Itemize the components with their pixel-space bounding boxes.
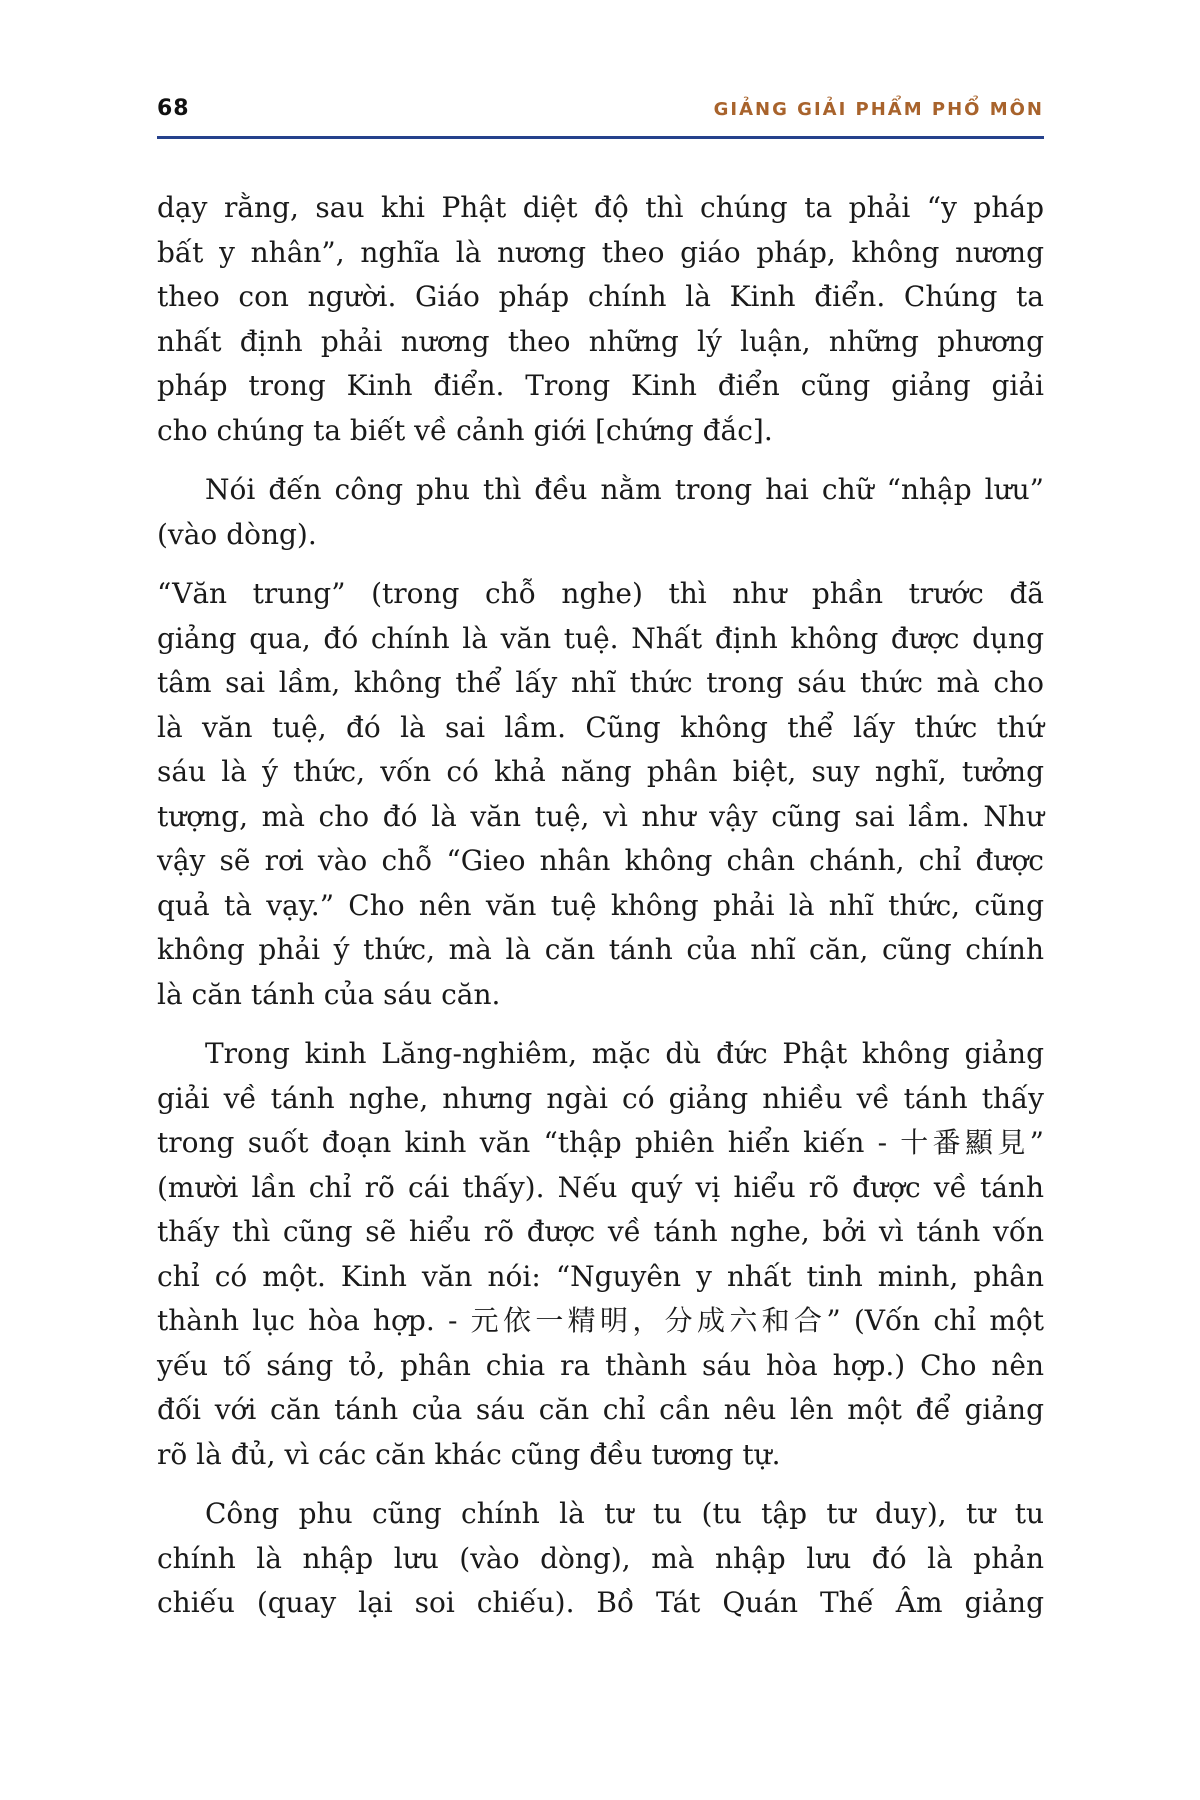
text-line: thành lục hòa hợp. - 元依一精明，分成六和合” (Vốn chỉ một — [157, 1304, 1044, 1337]
text-line: quả tà vạy.” Cho nên văn tuệ không phải là nhĩ thức, cũng — [157, 888, 1044, 922]
text-line: đối với căn tánh của sáu căn chỉ cần nêu lên một để giảng — [157, 1393, 1044, 1426]
text-line: tâm sai lầm, không thể lấy nhĩ thức trong sáu thức mà cho — [157, 666, 1044, 699]
text-line: trong suốt đoạn kinh văn “thập phiên hiển kiến - 十番顯見” — [157, 1126, 1044, 1159]
text-line: (vào dòng). — [157, 517, 317, 551]
text-line: vậy sẽ rơi vào chỗ “Gieo nhân không chân chánh, chỉ được — [157, 844, 1044, 877]
paragraph-2 — [157, 468, 1044, 557]
text-line: là văn tuệ, đó là sai lầm. Cũng không thể lấy thức thứ — [157, 710, 1044, 744]
text-line: bất y nhân”, nghĩa là nương theo giáo pháp, không nương — [157, 235, 1044, 269]
running-title: GIẢNG GIẢI PHẨM PHỔ MÔN — [713, 99, 1044, 120]
text-line: nhất định phải nương theo những lý luận, những phương — [157, 324, 1044, 358]
text-line: Trong kinh Lăng-nghiêm, mặc dù đức Phật không giảng — [205, 1037, 1044, 1070]
paragraph-3 — [157, 572, 1044, 1017]
text-line: thấy thì cũng sẽ hiểu rõ được về tánh nghe, bởi vì tánh vốn — [157, 1215, 1044, 1248]
text-line: yếu tố sáng tỏ, phân chia ra thành sáu hòa hợp.) Cho nên — [157, 1348, 1044, 1382]
text-line: sáu là ý thức, vốn có khả năng phân biệt, suy nghĩ, tưởng — [157, 755, 1044, 788]
text-line: pháp trong Kinh điển. Trong Kinh điển cũng giảng giải — [157, 369, 1044, 402]
text-line: chính là nhập lưu (vào dòng), mà nhập lưu đó là phản — [157, 1541, 1044, 1575]
page-header — [157, 96, 1044, 139]
text-line: chỉ có một. Kinh văn nói: “Nguyên y nhất tinh minh, phân — [157, 1259, 1044, 1293]
paragraph-5 — [157, 1492, 1044, 1626]
text-line: “Văn trung” (trong chỗ nghe) thì như phần trước đã — [157, 577, 1044, 610]
text-line: giải về tánh nghe, nhưng ngài có giảng nhiều về tánh thấy — [157, 1081, 1044, 1115]
text-line: không phải ý thức, mà là căn tánh của nhĩ căn, cũng chính — [157, 933, 1044, 966]
body-text — [157, 186, 1044, 1641]
text-line: là căn tánh của sáu căn. — [157, 977, 501, 1011]
text-line: dạy rằng, sau khi Phật diệt độ thì chúng ta phải “y pháp — [157, 191, 1044, 224]
text-line: rõ là đủ, vì các căn khác cũng đều tương tự. — [157, 1437, 781, 1471]
paragraph-4 — [157, 1032, 1044, 1477]
text-line: cho chúng ta biết về cảnh giới [chứng đắc]. — [157, 413, 773, 447]
text-line: Công phu cũng chính là tư tu (tu tập tư duy), tư tu — [205, 1497, 1044, 1530]
text-line: tượng, mà cho đó là văn tuệ, vì như vậy cũng sai lầm. Như — [157, 799, 1044, 833]
text-line: (mười lần chỉ rõ cái thấy). Nếu quý vị hiểu rõ được về tánh — [157, 1170, 1044, 1204]
paragraph-1 — [157, 186, 1044, 453]
text-line: giảng qua, đó chính là văn tuệ. Nhất định không được dụng — [157, 621, 1044, 655]
text-line: Nói đến công phu thì đều nằm trong hai chữ “nhập lưu” — [205, 473, 1044, 506]
text-line: chiếu (quay lại soi chiếu). Bồ Tát Quán Thế Âm giảng — [157, 1586, 1044, 1619]
text-line: theo con người. Giáo pháp chính là Kinh điển. Chúng ta — [157, 280, 1044, 313]
page-number: 68 — [157, 96, 190, 121]
